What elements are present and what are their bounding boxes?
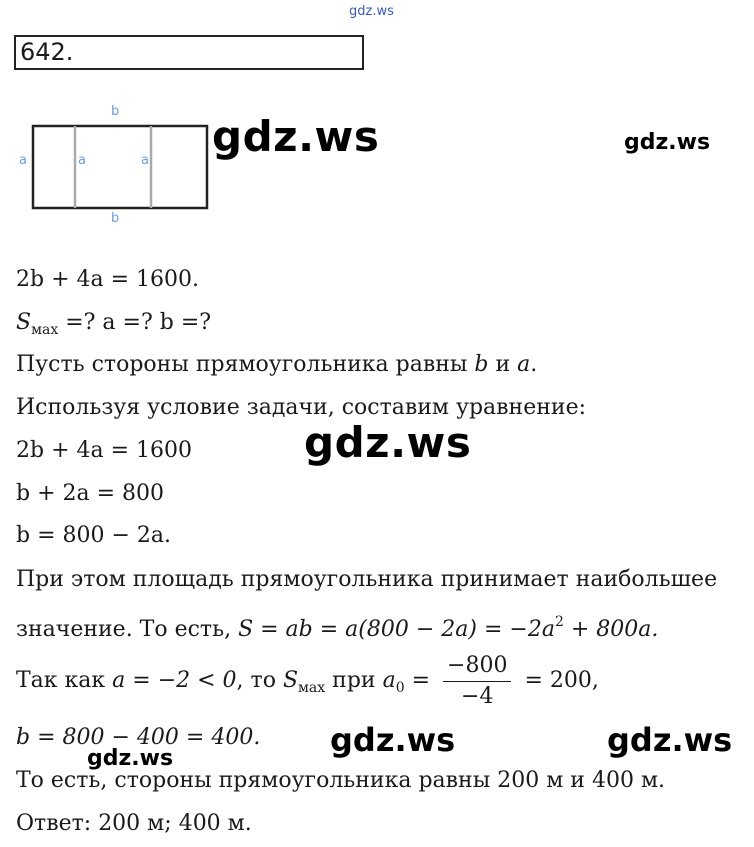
vertex-line	[16, 649, 599, 720]
task-number-box	[14, 35, 364, 70]
watermark-large: gdz.ws	[212, 112, 380, 161]
area-text: значение. То есть,	[16, 617, 239, 642]
answer: Ответ: 200 м; 400 м.	[16, 811, 252, 836]
fraction-numerator: −800	[443, 651, 511, 682]
outer-rectangle	[33, 126, 207, 208]
diagram-label-inner-a-2: a	[141, 153, 149, 168]
var-b: b	[474, 352, 489, 377]
area-formula-line	[16, 607, 658, 645]
period: .	[530, 352, 538, 377]
watermark-bottom-middle: gdz.ws	[330, 721, 456, 759]
watermark-bottom-right: gdz.ws	[607, 721, 733, 759]
unknowns-line	[16, 308, 211, 345]
diagram-label-top-b: b	[111, 104, 120, 119]
area-statement: При этом площадь прямоугольника принимает наибольшее	[16, 567, 718, 592]
coefficient-inequality: a = −2 < 0	[112, 668, 237, 693]
conclusion: То есть, стороны прямоугольника равны 200 м и 400 м.	[16, 768, 666, 793]
task-number: 642.	[20, 38, 74, 66]
sides-statement	[16, 350, 537, 380]
diagram-label-inner-a-1: a	[78, 153, 86, 168]
equation-2: b + 2a = 800	[16, 481, 165, 506]
equation-perimeter: 2b + 4a = 1600.	[16, 267, 200, 292]
a0-symbol: a	[382, 668, 396, 693]
and-text: и	[488, 352, 518, 377]
var-a: a	[517, 352, 531, 377]
smax-subscript: мах	[298, 680, 326, 696]
unknowns-rest: =? a =? b =?	[58, 310, 212, 335]
at-text: при	[325, 668, 383, 693]
then-text: , то	[236, 668, 283, 693]
condition-statement: Используя условие задачи, составим уравнение:	[16, 395, 587, 420]
s-symbol: S	[16, 310, 32, 335]
equals-sign: =	[404, 668, 438, 693]
diagram-label-left-a: a	[19, 153, 27, 168]
fraction-denominator: −4	[461, 683, 494, 709]
watermark-small-left: gdz.ws	[87, 746, 174, 771]
area-formula-tail: + 800a.	[563, 617, 659, 642]
watermark-top: gdz.ws	[349, 4, 394, 19]
equation-b-value: b = 800 − 400 = 400.	[16, 725, 261, 750]
area-formula: S = ab = a(800 − 2a) = −2a	[238, 617, 555, 642]
area-exponent: 2	[554, 614, 564, 630]
sides-text: Пусть стороны прямоугольника равны	[16, 352, 475, 377]
diagram-label-bottom-b: b	[111, 211, 120, 226]
vertex-text: Так как	[16, 668, 113, 693]
vertex-result: = 200,	[517, 668, 599, 693]
watermark-center: gdz.ws	[304, 418, 472, 467]
smax-symbol: S	[282, 668, 299, 693]
vertex-fraction	[443, 651, 511, 712]
rectangle-diagram	[0, 95, 220, 235]
watermark-right: gdz.ws	[624, 130, 711, 155]
equation-3: b = 800 − 2a.	[16, 523, 172, 548]
equation-1: 2b + 4a = 1600	[16, 438, 193, 463]
s-subscript: мах	[31, 322, 59, 338]
a0-subscript: 0	[395, 680, 405, 696]
